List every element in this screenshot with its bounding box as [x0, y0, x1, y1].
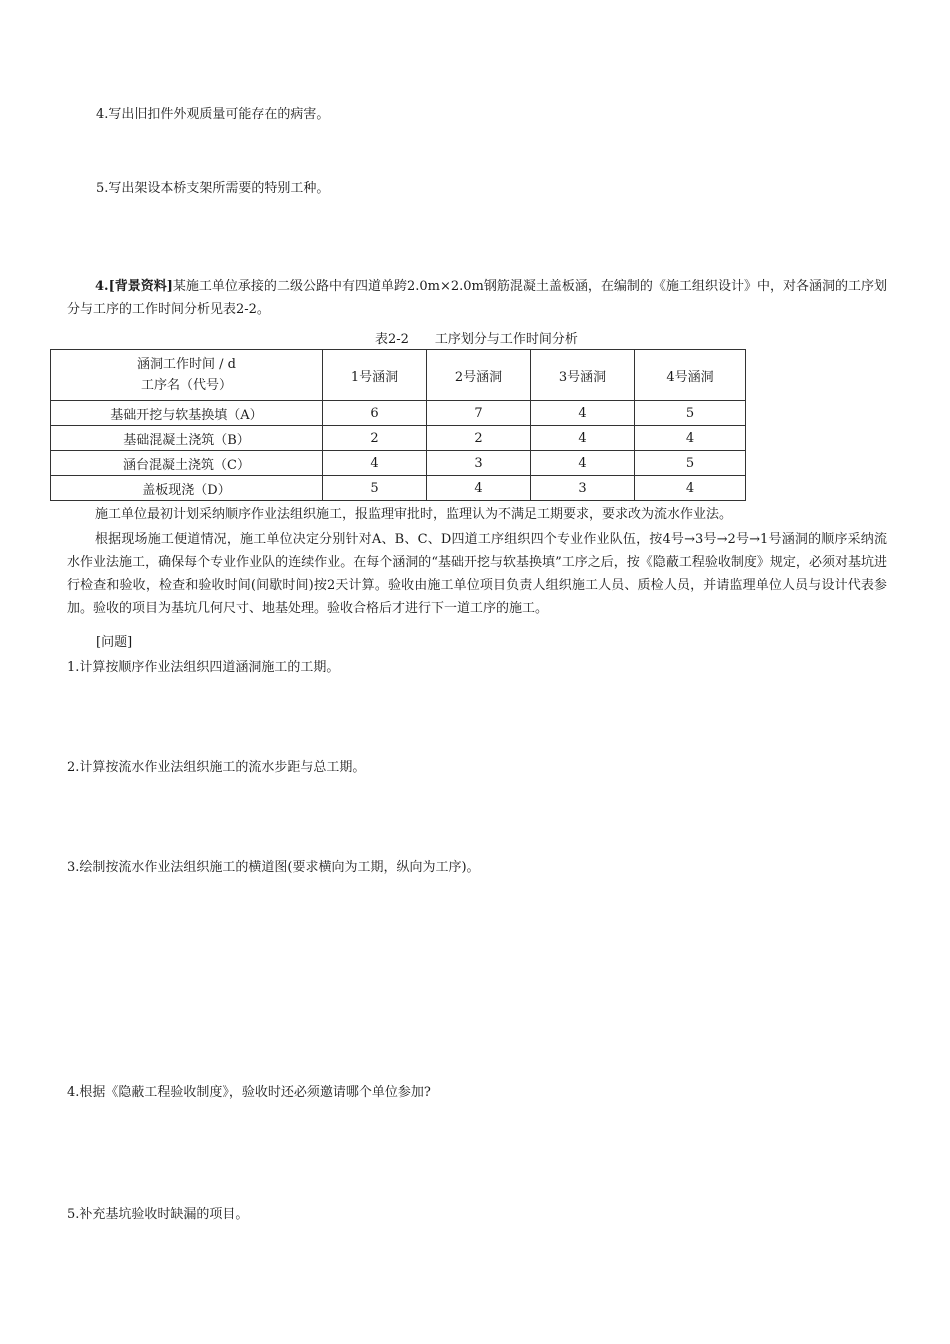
table-cell: 5 — [323, 476, 427, 501]
table-cell: 3 — [531, 476, 635, 501]
table-row — [51, 426, 746, 451]
table-cell: 7 — [427, 401, 531, 426]
table-cell: 4 — [531, 426, 635, 451]
table-row — [51, 451, 746, 476]
case-number: 4. — [95, 279, 109, 294]
table-cell: 4 — [531, 451, 635, 476]
table-cell: 4 — [635, 426, 746, 451]
case-label: [背景资料] — [108, 279, 173, 294]
column-header: 2号涵洞 — [427, 350, 531, 401]
header-bottom-label: 工序名（代号） — [140, 378, 232, 393]
question-5: 5.补充基坑验收时缺漏的项目。 — [67, 1207, 249, 1222]
table-caption: 表2-2 工序划分与工作时间分析 — [375, 332, 578, 347]
prev-question-5: 5.写出架设本桥支架所需要的特别工种。 — [96, 181, 330, 196]
table-cell: 3 — [427, 451, 531, 476]
table-cell: 4 — [323, 451, 427, 476]
column-header: 4号涵洞 — [635, 350, 746, 401]
question-3: 3.绘制按流水作业法组织施工的横道图(要求横向为工期，纵向为工序)。 — [67, 860, 480, 875]
row-name: 盖板现浇（D） — [51, 476, 323, 501]
row-name: 基础开挖与软基换填（A） — [51, 401, 323, 426]
table-cell: 6 — [323, 401, 427, 426]
case-intro-text: 某施工单位承接的二级公路中有四道单跨2.0m×2.0m钢筋混凝土盖板涵，在编制的《施工组织设计》中，对各涵洞的工序划分与工序的工作时间分析见表2-2。 — [67, 279, 887, 317]
row-name: 涵台混凝土浇筑（C） — [51, 451, 323, 476]
question-2: 2.计算按流水作业法组织施工的流水步距与总工期。 — [67, 760, 366, 775]
paragraph-flow-method: 根据现场施工便道情况，施工单位决定分别针对A、B、C、D四道工序组织四个专业作业队伍，按4号→3号→2号→1号涵洞的顺序采纳流水作业法施工，确保每个专业作业队的连续作业。在每个涵洞的“基础开挖与软基换填”工序之后，按《隐蔽工程验收制度》规定，必须对基坑进行检查和验收，检查和验收时间(间歇时间)按2天计算。验收由施工单位项目负责人组织施工人员、质检人员，并请监理单位人员与设计代表参加。验收的项目为基坑几何尺寸、地基处理。验收合格后才进行下一道工序的施工。 — [67, 532, 887, 616]
table-cell: 4 — [427, 476, 531, 501]
table-cell: 2 — [323, 426, 427, 451]
column-header: 1号涵洞 — [323, 350, 427, 401]
table-cell: 4 — [635, 476, 746, 501]
question-4: 4.根据《隐蔽工程验收制度》，验收时还必须邀请哪个单位参加? — [67, 1085, 431, 1100]
table-cell: 5 — [635, 401, 746, 426]
table-cell: 2 — [427, 426, 531, 451]
table-row — [51, 476, 746, 501]
question-1: 1.计算按顺序作业法组织四道涵洞施工的工期。 — [67, 660, 340, 675]
table-cell: 5 — [635, 451, 746, 476]
table-row — [51, 401, 746, 426]
table-header-corner — [51, 350, 323, 401]
column-header: 3号涵洞 — [531, 350, 635, 401]
prev-question-4: 4.写出旧扣件外观质量可能存在的病害。 — [96, 107, 330, 122]
case-intro — [67, 275, 887, 321]
row-name: 基础混凝土浇筑（B） — [51, 426, 323, 451]
table-cell: 4 — [531, 401, 635, 426]
questions-heading: [问题] — [96, 635, 133, 650]
work-time-table — [50, 349, 746, 501]
header-top-label: 涵洞工作时间 / d — [137, 357, 236, 372]
paragraph-plan: 施工单位最初计划采纳顺序作业法组织施工，报监理审批时，监理认为不满足工期要求，要求改为流水作业法。 — [95, 507, 733, 522]
